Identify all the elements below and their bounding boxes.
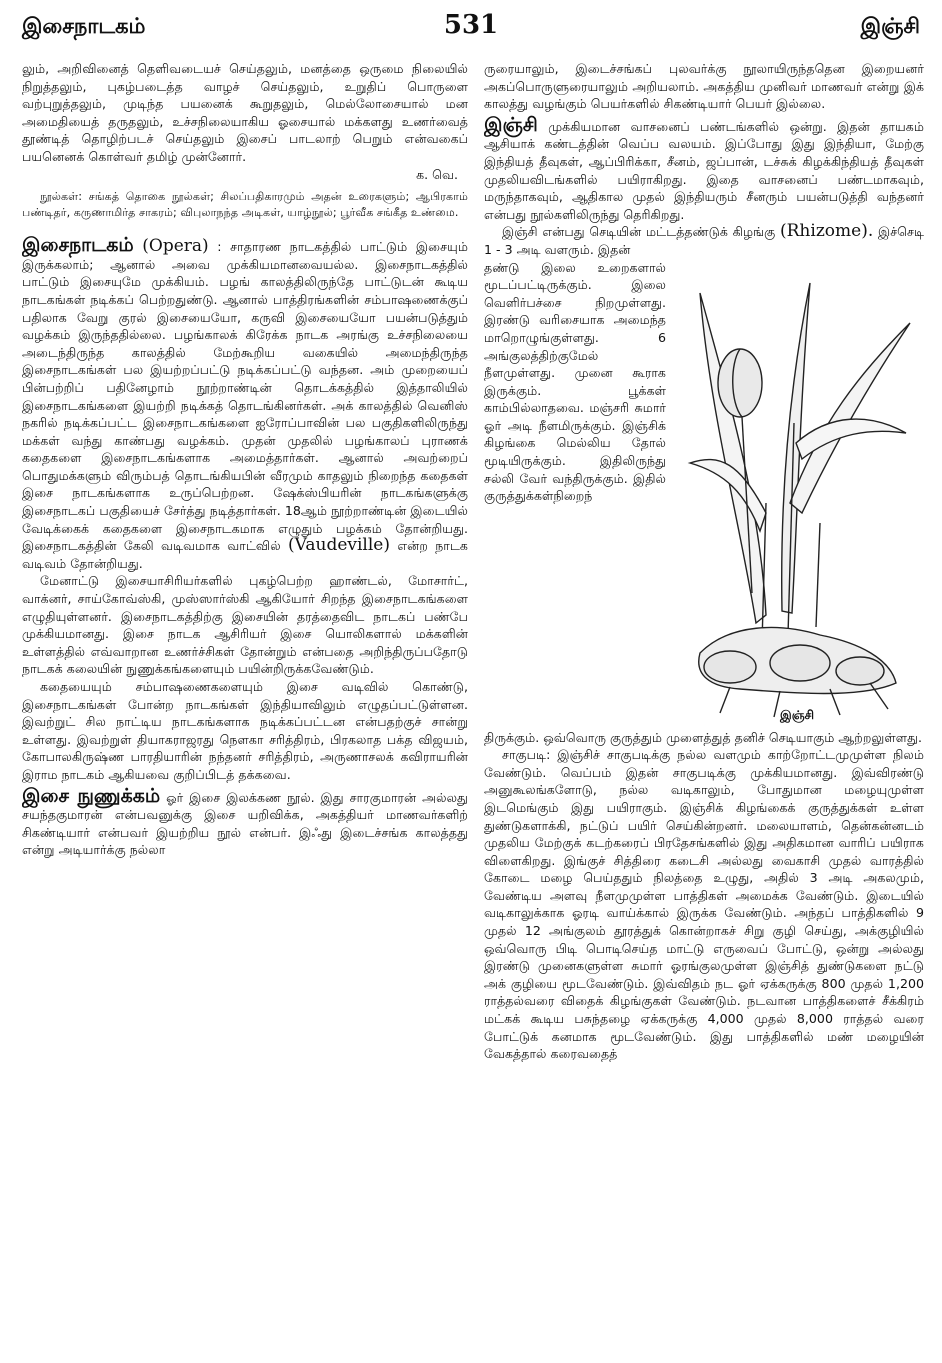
page-header [22,8,920,52]
entry-headword-nunukkam: இசை நுணுக்கம் [22,784,161,807]
running-head-right: இஞ்சி [860,14,920,38]
inji-entry [484,113,924,224]
inji-paragraph-1: முக்கியமான வாசனைப் பண்டங்களில் ஒன்று. இதன் தாயகம் ஆசியாக் கண்டத்தின் வெப்ப வலயம். இப்போது இது இந்தியா, மேற்கு இந்தியத் தீவுகள், ஆப்பிரிக்கா, சீனம், ஜப்பான், டச்சுக் கிழக்கிந்தியத் தீவுகள் முதலியவிடங்களில் பயிராகிறது. இதை வாசனைப் பண்டமாகவும், மருந்தாகவும், ஆதிகால முதல் இந்தியரும் சீனரும் பயன்படுத்தி வந்தனர் என்பது நூல்களிலிருந்து தெரிகிறது. [484,118,924,222]
left-column [22,60,468,1356]
opera-paragraph-2: மேனாட்டு இசையாசிரியர்களில் புகழ்பெற்ற ஹாண்டல், மோசார்ட், வாக்னர், சாய்கோவ்ஸ்கி, முஸ்ஸார்ஸ்கி ஆகியோர் சிறந்த இசைநாடகங்களை எழுதியுள்ளனர். இசைநாடகத்திற்கு இசையின் தரத்தைவிட நாடகப் பண்பே முக்கியமானது. இசை நாடக ஆசிரியர் இசை யொலிகளால் மக்களின் உள்ளத்தில் எவ்வாறான உணர்ச்சிகள் தோன்றும் என்பதை அறிந்திருப்பதோடு நாடகக் கலையின் நுணுக்கங்களையும் பயின்றிருக்கவேண்டும். [22,573,468,677]
inji-wrapped-text: தண்டு இலை உறைகளால் மூடப்பட்டிருக்கும். இலை வெளிர்பச்சை நிறமுள்ளது. இரண்டு வரிசையாக அமைந்த மாறொழுங்குள்ளது. 6 அங்குலத்திற்குமேல் நீளமுள்ளது. முனை கூராக இருக்கும். பூக்கள் காம்பில்லாதவை. மஞ்சரி சுமார் ஓர் அடி நீளமிருக்கும். இஞ்சிக் கிழங்கை மெல்லிய தோல் மூடியிருக்கும். இதிலிருந்து சல்லி வேர் வந்திருக்கும். இதில் குருத்துக்கள்நிறைந் [484,259,666,504]
references [22,189,468,221]
nunukkam-continuation: ருரையாலும், இடைச்சங்கப் புலவர்க்கு நூலாயிருந்ததென இறையனர் அகப்பொருளுரையாலும் அறியலாம். அகத்திய முனிவர் மாணவர் என்று இக் காலத்து வழங்கும் பெயர்களில் சிகண்டியார் பெயர் இல்லை. [484,61,924,112]
spacer [22,221,468,233]
english-term-rhizome: (Rhizome). [780,221,874,242]
references-text: சங்கத் தொகை நூல்கள்; சிலப்பதிகாரமும் அதன் உரைகளும்; ஆபிரகாம் பண்டிதர், கருணாமிர்த சாகரம்; விபுலாநந்த அடிகள், யாழ்நூல்; பூர்வீக சங்கீத உண்மை. [22,190,468,220]
entry-headword-inji: இஞ்சி [484,113,538,136]
inji-paragraph-2-start [484,223,924,258]
inji-p2-start: இஞ்சி என்பது செடியின் மட்டத்தண்டுக் கிழங்கு [502,224,776,240]
figure-block [484,259,924,729]
entry-headword-opera: இசைநாடகம் [22,234,134,257]
ginger-plant-illustration [670,263,924,723]
inji-cultivation-paragraph: சாகுபடி: இஞ்சிச் சாகுபடிக்கு நல்ல வளமும் காற்றோட்டமுமுள்ள நிலம் வேண்டும். வெப்பம் இதன் சாகுபடிக்கு முக்கியமானது. இவ்விரண்டு அனுகூலங்களோடு, நல்ல வடிகாலும், போதுமான மழையுமுள்ள இடமெங்கும் இது பயிராகும். இஞ்சிக் கிழங்கைக் குருத்துக்கள் உள்ள துண்டுகளாக்கி, நட்டுப் பயிர் செய்கின்றனர். மலையாளம், தென்கன்னடம் முதலிய மேற்குக் கடற்கரைப் பிரதேசங்களில் இது அதிகமான வாரிப் பயிராக விளைகிறது. இங்குச் சித்திரை கடைசி அல்லது வைகாசி முதல் வாரத்தில் கோடை மழை பெய்ததும் நிலத்தை உழுது, அதில் 3 அடி அகலமும், வேண்டிய அளவு நீளமுமுள்ள பாத்திகள் அமைக்க வேண்டும். இடையில் வடிகாலுக்காக ஓரடி வாய்க்கால் இருக்க வேண்டும். அந்தப் பாத்திகளில் 9 முதல் 12 அங்குலம் தூரத்துக் கொன்றாகச் சிறு குழி செய்து, அக்குழியில் ஒவ்வொரு பிடி பொடிசெய்த மாட்டு எருவைப் போட்டு, ஒன்று அல்லது இரண்டு முனைகளுள்ள சுமார் ஓரங்குலமுள்ள இஞ்சித் துண்டுகளை நட்டு அக் குழியை மூடவேண்டும். இவ்விதம் நட ஓர் ஏக்கருக்கு 800 முதல் 1,200 ராத்தல்வரை விதைக் கிழங்குகள் வேண்டும். நடவான பாத்திகளைச் சீக்கிரம் மட்கக் கூடிய பசுந்தழை ஏக்கருக்கு 4,000 முதல் 8,000 ராத்தல் வரை போட்டுக் கனமாக மூடவேண்டும். இது பாத்திகளில் மண் மழையின் வேகத்தால் கரைவதைத் [484,747,924,1062]
nunukkam-text: ஓர் இசை இலக்கண நூல். இது சாரகுமாரன் அல்லது சயந்தகுமாரன் என்பவனுக்கு இசை யறிவிக்க, அகத்தியர் மாணவர்களிற் சிகண்டியார் என்பவர் இயற்றிய நூல் என்பர். இஃது இடைச்சங்க காலத்தது என்று அடியார்க்கு நல்லா [22,789,468,858]
english-term-opera: (Opera) [142,236,209,257]
opera-paragraph-1-end: என்ற நாடக வடிவம் தோன்றியது. [22,538,468,571]
references-label: நூல்கள்: [40,190,83,204]
opera-paragraph-3: கதையையும் சம்பாஷணைகளையும் இசை வடிவில் கொண்டு, இசைநாடகங்கள் போன்ற நாடகங்கள் இந்தியாவிலும் எழுதப்பட்டுள்ளன. இவற்றுட் சில நாட்டிய நாடகங்களாக நடிக்கப்பட்டன என்பதற்குச் சான்று உள்ளது. இவற்றுள் தியாகராஜரது நௌகா சரித்திரம், பிரகலாத பக்த விஜயம், கோபாலகிருஷ்ண பாரதியாரின் நந்தனர் சரித்திரம், அருணாசலக் கவிராயரின் இராம நாடகம் ஆகியவை குறிப்பிடத் தக்கவை. [22,679,468,782]
figure-caption: இஞ்சி [780,707,814,722]
nunukkam-entry [22,784,468,859]
english-term-vaudeville: (Vaudeville) [288,535,390,556]
author-signature: க. வெ. [416,166,458,182]
running-head-left: இசைநாடகம் [22,14,146,38]
right-column [484,60,924,1356]
opera-entry [22,234,468,572]
inji-paragraph-2-end: திருக்கும். ஒவ்வொரு குருத்தும் முளைத்துத் தனிச் செடியாகும் ஆற்றலுள்ளது. [484,729,923,745]
inji-p2-mid: இச்செடி 1 - 3 அடி வளரும். இதன் [484,224,924,257]
page-number: 531 [443,10,499,40]
opera-paragraph-1: : சாதாரண நாடகத்தில் பாட்டும் இசையும் இருக்கலாம்; ஆனால் அவை முக்கியமானவையல்ல. இசைநாடகத்தில் பாட்டும் இசையுமே முக்கியம். பழங் காலத்திலிருந்தே பாட்டுடன் கூடிய நாடகங்கள் நடிக்கப் பெற்றதுண்டு. ஆனால் பாத்திரங்களின் சம்பாஷணைக்குப் பதிலாக வேறு குரல் இசையையோ, கருவி இசையையோ பயன்படுத்தும் வழக்கம் இருந்ததில்லை. பழங்காலக் கிரேக்க நாடக அரங்கு உச்சநிலையை அடைந்திருந்த காலத்தில் மேற்கூறிய வகையில் அமைந்திருந்த இசைநாடகங்கள் பல இயற்றப்பட்டு நடிக்கப்பட்டு வந்தன. அம் முறையைப் பின்பற்றிப் பதினேழாம் நூற்றாண்டின் தொடக்கத்தில் இத்தாலியில் இசைநாடகங்களை இயற்றி நடிக்கத் தொடங்கினர்கள். அக் காலத்தில் வெனிஸ் நகரில் நடிக்கப்பட்ட இசைநாடகங்களை ஐரோப்பாவின் பல பகுதிகளிலிருந்து மக்கள் வந்து காண்பது வழக்கம். முதன் முதலில் பழங்காலப் புராணக் கதைகளை இசைநாடகங்களாக அமைத்தார்கள். ஆனால் அவற்றைப் பொதுமக்களும் விரும்பத் தொடங்கியபின் வீரமும் காதலும் நிறைந்த கதைகள் இசை நாடகங்களாக உருப்பெற்றன. ஷேக்ஸ்பியரின் நாடகங்களுக்கு இசைநாடகப் பகுதியைச் சேர்த்து நடித்தார்கள். 18ஆம் நூற்றாண்டின் இடையில் வேடிக்கைக் கதைகளை இசைநாடகமாக எழுதும் பழக்கம் தோன்றியது. இசைநாடகத்தின் கேலி வடிவமாக வாட்வில் [22,239,468,554]
isai-entry-continuation: லும், அறிவினைத் தெளிவடையச் செய்தலும், மனத்தை ஒருமை நிலையில் நிறுத்தலும், புகழ்படைத்த வாழச் செய்தலும், உறுதிப் பொருளை வற்புறுத்தலும், முடிந்த பயனைக் கூறுதலும், மெல்லோசையால் மன அமைதியைத் தருதலும், உச்சநிலையாகிய ஓசையால் மக்களது உணர்வைத் தூண்டித் தொழிற்படச் செய்தலும் இசைப் பாடலாற் பெறும் என்வகைப் பயனெனக் கொள்வர் தமிழ் முன்னோர். [22,61,468,164]
